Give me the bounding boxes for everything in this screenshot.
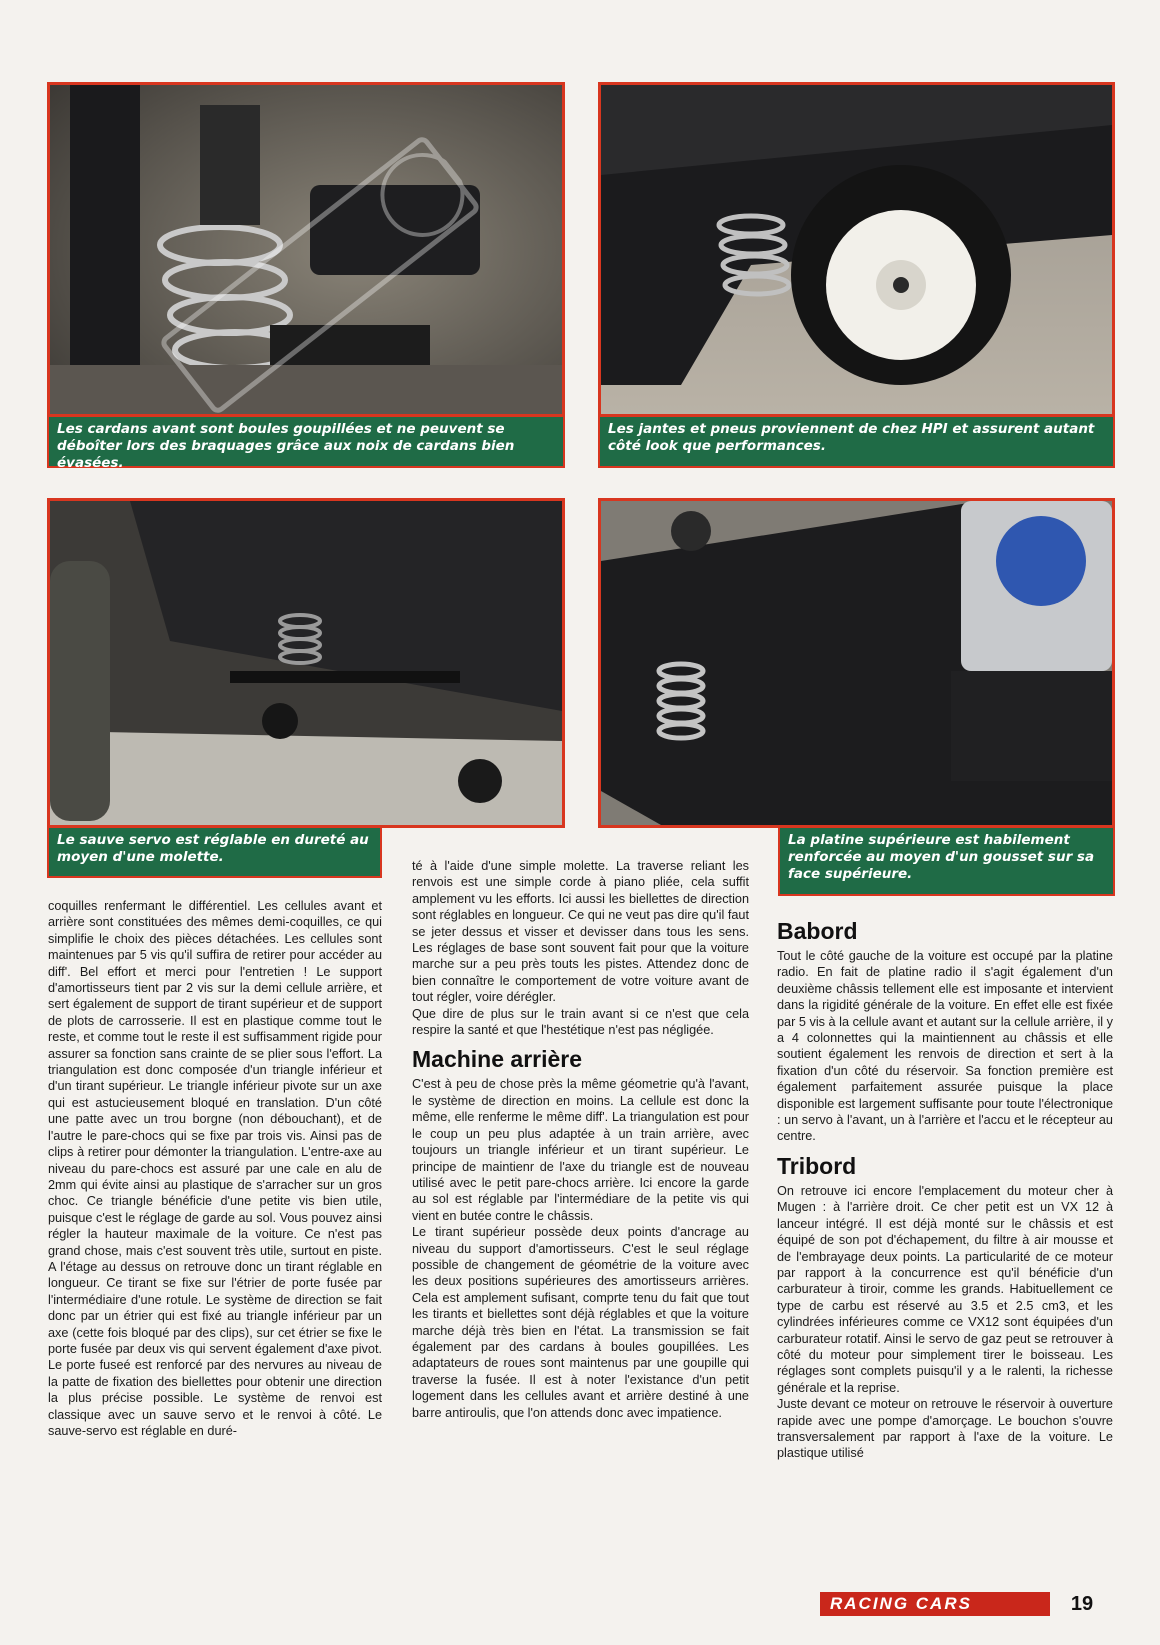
paragraph: Que dire de plus sur le train avant si ce n'est que cela respire la santé et que l'hestétique n'est pas négligée. xyxy=(412,1006,749,1038)
article-column-1 xyxy=(48,898,382,1439)
paragraph: té à l'aide d'une simple molette. La traverse reliant les renvois est une simple corde à piano pliée, cela suffit amplement vu les efforts. Ici aussi les biellettes de direction sont réglables en longueur. Ce qui ne veut pas dire qu'il faut se jeter dessus et visser et devisser dans tous les sens. Les réglages de base sont souvent fait pour que la voiture marche sur a peu près touts les pistes. Attendez donc de bien connaître le comportement de votre voiture avant de tout régler, voire dérégler. xyxy=(412,859,749,1005)
paragraph: Tout le côté gauche de la voiture est occupé par la platine radio. En fait de platine radio il s'agit également d'un deuxième châssis tellement elle est imposante et intervient dans la rigidité générale de la voiture. En effet elle est fixée par 5 vis à la cellule avant et autant sur la cellule arrière, il y a 4 colonnettes qui la maintiennent au châssis et elle soutient également les renvois de direction et sert à la fixation d'un côté du réservoir. Sa fonction première est également parfaitement assurée puisque la place disponible est largement suffisante pour toute l'électronique : un servo à l'avant, un à l'arrière et l'accu et le récepteur au centre. xyxy=(777,949,1113,1144)
photo-caption: Les cardans avant sont boules goupillées et ne peuvent se déboîter lors des braquages grâce aux noix de cardans bien évasées. xyxy=(47,417,565,468)
magazine-brand: RACING CARS xyxy=(820,1592,1050,1616)
paragraph: Juste devant ce moteur on retrouve le réservoir à ouverture rapide avec une pompe d'amorçage. Le bouchon s'ouvre transversalement par rapport à l'axe de la voiture. Le plastique utilisé xyxy=(777,1397,1113,1461)
photo-upper-deck xyxy=(598,498,1115,828)
photo-caption: Les jantes et pneus proviennent de chez HPI et assurent autant côté look que performances. xyxy=(598,417,1115,468)
section-heading-starboard: Tribord xyxy=(777,1152,857,1179)
photo-servo-saver xyxy=(47,498,565,828)
photo-image xyxy=(601,501,1112,825)
paragraph: coquilles renfermant le différentiel. Les cellules avant et arrière sont constituées des mêmes demi-coquilles, ce qui simplifie le choix des pièces détachées. Les cellules sont maintenues par 5 vis qu'il suffira de retirer pour accéder au diff'. Bel effort et merci pour l'entretien ! Le support d'amortisseurs tient par 2 vis sur la demi cellule arrière, et sert également de support de tirant supérieur et de support de plots de carrosserie. Il est en plastique comme tout le reste, et comme tout le reste il est suffisamment rigide pour assurer sa fonction sans crainte de se plier sous l'effort. La triangulation est donc composée d'un triangle inférieur et d'un tirant supérieur. Le triangle inférieur pivote sur un axe qui est astucieusement bloqué en translation. D'un côté une patte avec un trou borgne (non débouchant), et de l'autre le pare-chocs qui se fixe par trois vis. Ainsi pas de clips à retirer pour démonter la triangulation. L'entre-axe au niveau du pare-chocs est assuré par une cale en alu de 2mm qui évite ainsi au plastique de s'arracher sur un gros choc. Ce triangle bénéficie d'une petite vis bien utile, puisque c'est le réglage de garde au sol. Vous pouvez ainsi régler la hauteur maximale de la voiture. Ce n'est pas grand chose, mais c'est souvent très utile, surtout en piste. A l'étage au dessus on retrouve donc un tirant réglable en longueur. Ce tirant se fixe sur l'étrier de porte fusée par l'intermédiaire d'une rotule. Le système de direction se fait donc par un étrier qui est fixé au triangle inférieur par un axe (cette fois bloqué par des clips), sur cet étrier se fixe le porte fusée par deux vis qui servent également d'axe pivot. Le porte fuseé est renforcé par des nervures au niveau de la patte de fixation des biellettes pour obtenir une direction la plus précise possible. Le système de renvoi est classique avec un sauve servo et le renvoi à côté. Le sauve-servo est réglable en duré- xyxy=(48,899,382,1438)
photo-hpi-wheels xyxy=(598,82,1115,417)
photo-caption: Le sauve servo est réglable en dureté au moyen d'une molette. xyxy=(47,828,382,878)
article-column-3 xyxy=(777,918,1113,1462)
page-number: 19 xyxy=(1070,1593,1094,1615)
section-heading-port: Babord xyxy=(777,918,858,944)
paragraph: On retrouve ici encore l'emplacement du moteur cher à Mugen : à l'arrière droit. Ce cher petit est un VX 12 à lanceur intégré. Il est déjà monté sur le châssis et est équipé de son pot d'échapement, du filtre à air mousse et de l'embrayage deux points. La particularité de ce moteur par rapport à la concurrence est qu'il bénéficie d'un carburateur à tiroir, comme les grands. Habituellement ce type de carbu est réservé au 3.5 et 2.5 cm3, et les cylindrées inférieures comme ce VX12 sont équipées d'un carburateur rotatif. Ainsi le servo de gaz peut se retrouver à côté du moteur pour simplement tirer le boisseau. Les réglages sont complets puisqu'il y a le ralenti, la richesse générale et la reprise. xyxy=(777,1183,1113,1395)
photo-caption: La platine supérieure est habilement renforcée au moyen d'un gousset sur sa face supérieure. xyxy=(778,828,1115,896)
paragraph: C'est à peu de chose près la même géometrie qu'à l'avant, le système de direction en moins. La cellule est donc la même, elle renferme le même diff'. La triangulation est pour le coup un peu plus adaptée à un train arrière, avec toujours un triangle inférieur et un tirant supérieur. Le principe de maintienr de l'axe du triangle est de nouveau utilisé avec le petit pare-chocs arrière. Ici encore la garde au sol est réglable par l'intermédiare de la petite vis qui vient en butée contre le châssis. xyxy=(412,1077,749,1223)
section-heading-rear: Machine arrière xyxy=(412,1046,583,1073)
paragraph: Le tirant supérieur possède deux points d'ancrage au niveau du support d'amortisseurs. C'est le seul réglage possible de changement de géométrie de la voiture avec les deux positions supérieures des amortisseurs arrières. Cela est amplement sufisant, comprte tenu du fait que tout les tirants et biellettes sont déjà réglables et que la voiture marche déjà très bien en l'état. La transmission se fait également par des cardans à boules goupillées. Les adaptateurs de roues sont maintenus par une goupille qui traverse la fusée. Il est à noter l'existance d'un petit logement dans les cellules avant et arrière destiné à une barre antiroulis, que l'on attends donc avec impatience. xyxy=(412,1225,749,1420)
photo-front-cv-joints xyxy=(47,82,565,417)
photo-image xyxy=(601,85,1112,414)
photo-image xyxy=(50,501,562,825)
article-column-2 xyxy=(412,858,749,1421)
photo-image xyxy=(50,85,562,414)
